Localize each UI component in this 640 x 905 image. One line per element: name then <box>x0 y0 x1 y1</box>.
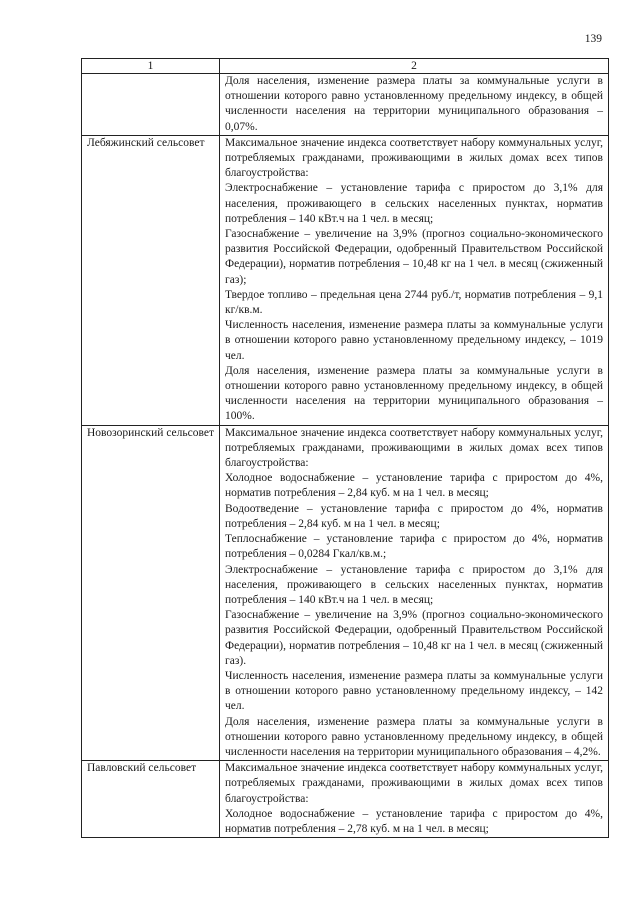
municipality-name: Новозоринский сельсовет <box>82 425 220 760</box>
description-paragraph: Доля населения, изменение размера платы за коммунальные услуги в отношении которого равно установленному предельному индексу, в общей численности населения на территории муниципального образования – 100%. <box>225 364 603 423</box>
tariff-description <box>220 425 609 760</box>
description-paragraph: Численность населения, изменение размера платы за коммунальные услуги в отношении которого равно установленному предельному индексу, – 1019 чел. <box>225 319 603 362</box>
description-paragraph: Холодное водоснабжение – установление тарифа с приростом до 4%, норматив потребления – 2,84 куб. м на 1 чел. в месяц; <box>225 472 603 500</box>
table-row <box>82 761 609 838</box>
description-paragraph: Максимальное значение индекса соответствует набору коммунальных услуг, потребляемых гражданами, проживающими в жилых домах всех типов благоустройства: <box>225 762 603 805</box>
municipality-name: Павловский сельсовет <box>82 761 220 838</box>
description-paragraph: Газоснабжение – увеличение на 3,9% (прогноз социально-экономического развития Российской Федерации, одобренный Правительством Российской Федерации), норматив потребления – 10,48 кг на 1 чел. в месяц (сжиженный газ); <box>225 228 603 286</box>
tariff-description <box>220 74 609 136</box>
description-paragraph: Водоотведение – установление тарифа с приростом до 4%, норматив потребления – 2,84 куб. м на 1 чел. в месяц; <box>225 502 603 530</box>
description-paragraph: Твердое топливо – предельная цена 2744 руб./т, норматив потребления – 9,1 кг/кв.м. <box>225 288 603 317</box>
municipality-name: Лебяжинский сельсовет <box>82 135 220 425</box>
municipality-name <box>82 74 220 136</box>
table-row <box>82 135 609 425</box>
tariff-description <box>220 761 609 838</box>
description-paragraph: Доля населения, изменение размера платы за коммунальные услуги в отношении которого равно установленному предельному индексу, в общей численности населения на территории муниципального образования – 4,2%. <box>225 715 603 758</box>
column-header-1: 1 <box>82 59 220 74</box>
description-paragraph: Теплоснабжение – установление тарифа с приростом до 4%, норматив потребления – 0,0284 Гкал/кв.м.; <box>225 533 603 561</box>
description-paragraph: Максимальное значение индекса соответствует набору коммунальных услуг, потребляемых гражданами, проживающими в жилых домах всех типов благоустройства: <box>225 426 603 470</box>
description-paragraph: Газоснабжение – увеличение на 3,9% (прогноз социально-экономического развития Российской Федерации, одобренный Правительством Российской Федерации), норматив потребления – 10,48 кг на 1 чел. в месяц (сжиженный газ). <box>225 609 603 667</box>
table-row <box>82 425 609 760</box>
column-header-2: 2 <box>220 59 609 74</box>
table-row <box>82 74 609 136</box>
table-header-row <box>82 59 609 74</box>
description-paragraph: Максимальное значение индекса соответствует набору коммунальных услуг, потребляемых гражданами, проживающими в жилых домах всех типов благоустройства: <box>225 136 603 180</box>
description-paragraph: Доля населения, изменение размера платы за коммунальные услуги в отношении которого равно установленному предельному индексу, в общей численности населения на территории муниципального образования – 0,07%. <box>225 75 603 133</box>
description-paragraph: Электроснабжение – установление тарифа с приростом до 3,1% для населения, проживающего в сельских населенных пунктах, норматив потребления – 140 кВт.ч на 1 чел. в месяц; <box>225 563 603 606</box>
tariff-description <box>220 135 609 425</box>
page-number: 139 <box>584 33 602 45</box>
description-paragraph: Численность населения, изменение размера платы за коммунальные услуги в отношении которого равно установленному предельному индексу, – 142 чел. <box>225 669 603 713</box>
description-paragraph: Электроснабжение – установление тарифа с приростом до 3,1% для населения, проживающего в сельских населенных пунктах, норматив потребления – 140 кВт.ч на 1 чел. в месяц; <box>225 182 603 225</box>
description-paragraph: Холодное водоснабжение – установление тарифа с приростом до 4%, норматив потребления – 2,78 куб. м на 1 чел. в месяц; <box>225 807 603 835</box>
tariff-table <box>81 58 609 838</box>
